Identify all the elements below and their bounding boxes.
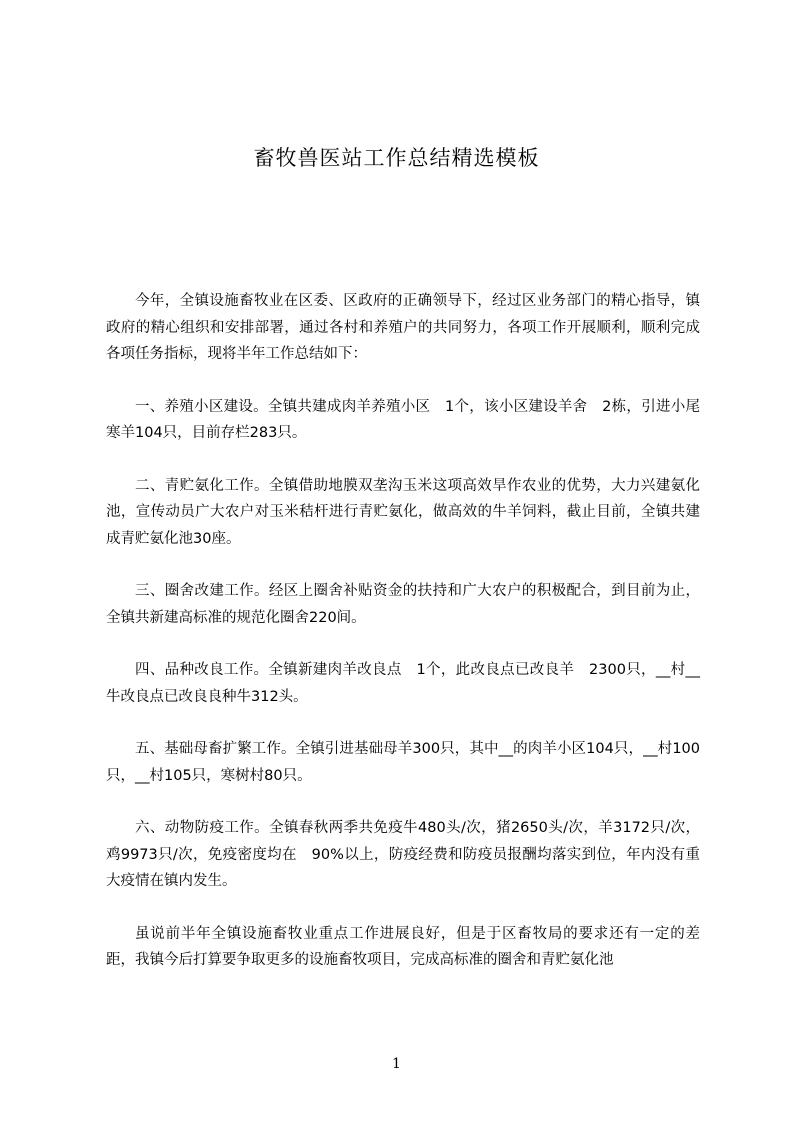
- paragraph-breeding-stock: 五、基础母畜扩繁工作。全镇引进基础母羊300只，其中__的肉羊小区104只，__村100只，__村105只，寒树村80只。: [106, 741, 700, 784]
- document-body: [106, 288, 700, 1000]
- paragraph-pen-renovation: 三、圈舍改建工作。经区上圈舍补贴资金的扶持和广大农户的积极配合，到目前为止，全镇共新建高标准的规范化圈舍220间。: [106, 583, 700, 626]
- paragraph-intro: 今年，全镇设施畜牧业在区委、区政府的正确领导下，经过区业务部门的精心指导，镇政府的精心组织和安排部署，通过各村和养殖户的共同努力，各项工作开展顺利，顺利完成各项任务指标，现将半年工作总结如下：: [106, 293, 700, 362]
- paragraph-outlook: 虽说前半年全镇设施畜牧业重点工作进展良好，但是于区畜牧局的要求还有一定的差距，我镇今后打算要争取更多的设施畜牧项目，完成高标准的圈舍和青贮氨化池: [106, 925, 700, 968]
- document-title: 畜牧兽医站工作总结精选模板: [253, 146, 540, 170]
- paragraph-breed-improvement: 四、品种改良工作。全镇新建肉羊改良点 1个，此改良点已改良羊 2300只，__村__牛改良点已改良良种牛312头。: [106, 662, 700, 705]
- page-number: 1: [392, 1056, 401, 1072]
- paragraph-epidemic-prevention: 六、动物防疫工作。全镇春秋两季共免疫牛480头/次，猪2650头/次，羊3172只/次，鸡9973只/次，免疫密度均在 90%以上，防疫经费和防疫员报酬均落实到位，年内没有重大疫情在镇内发生。: [106, 820, 700, 889]
- paragraph-breeding-district: 一、养殖小区建设。全镇共建成肉羊养殖小区 1个，该小区建设羊舍 2栋，引进小尾寒羊104只，目前存栏283只。: [106, 398, 700, 441]
- paragraph-silage-ammoniation: 二、青贮氨化工作。全镇借助地膜双垄沟玉米这项高效旱作农业的优势，大力兴建氨化池，宣传动员广大农户对玉米秸杆进行青贮氨化，做高效的牛羊饲料，截止目前，全镇共建成青贮氨化池30座。: [106, 477, 700, 547]
